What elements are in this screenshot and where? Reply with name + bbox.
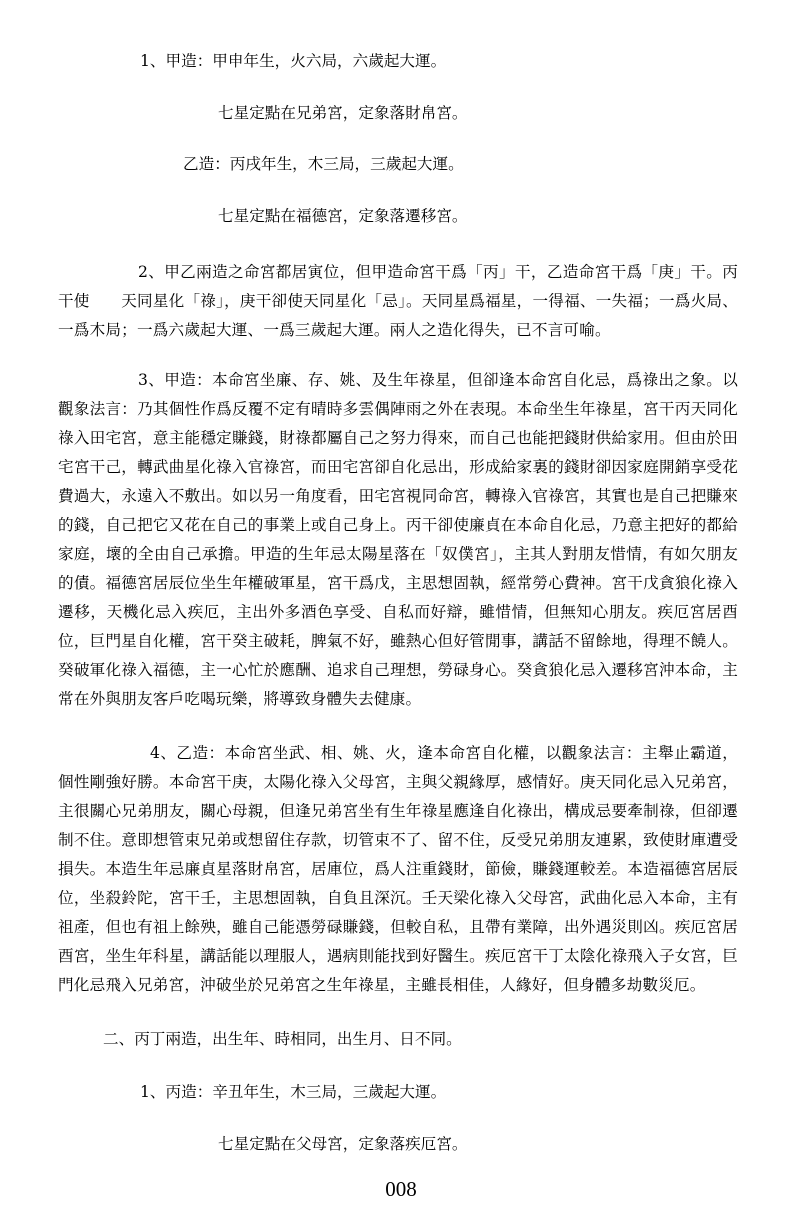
paragraph-4-text: 4、乙造：本命宮坐武、相、姚、火，逢本命宮自化權，以觀象法言：主舉止霸道，個性剛強好勝。本命宮干庚，太陽化祿入父母宮，主與父親緣厚，感情好。庚天同化忌入兄弟宮，主很關心兄弟朋友，關心母親，但逢兄弟宮坐有生年祿星應逢自化祿出，構成忌要牽制祿，但卻遷制不住。意即想管束兄弟或想留住存款，切管束不了、留不住，反受兄弟朋友連累，致使財庫遭受損失。本造生年忌廉貞星落財帛宮，居庫位，爲人注重錢財，節儉，賺錢運較差。本造福德宮居辰位，坐殺鈴陀，宮干壬，主思想固執，自負且深沉。壬天梁化祿入父母宮，武曲化忌入本命，主有祖產，但也有祖上餘殃，雖自己能憑勞碌賺錢，但較自私，且帶有業障，出外遇災則凶。疾厄宮居酉宮，坐生年科星，講話能以理服人，遇病則能找到好醫生。疾厄宮干丁太陰化祿飛入子女宮，巨門化忌飛入兄弟宮，沖破坐於兄弟宮之生年祿星，主雖長相佳，人緣好，但身體多劫數災厄。 [58,744,738,994]
section-two-heading: 二、丙丁兩造，出生年、時相同，出生月、日不同。 [103,1030,462,1048]
case-a-stars-line: 七星定點在兄弟宮，定象落財帛宮。 [218,104,468,122]
paragraph-2-text: 2、甲乙兩造之命宮都居寅位，但甲造命宮干爲「丙」干，乙造命宮干爲「庚」干。丙干使 天同星化「祿」，庚干卻使天同星化「忌」。天同星爲福星，一得福、一失福；一爲火局、一爲木局；一爲六歲起大運、一爲三歲起大運。兩人之造化得失，已不言可喻。 [58,263,738,339]
paragraph-4 [58,739,738,1029]
page-number: 008 [385,1177,417,1201]
paragraph-3 [58,366,738,714]
paragraph-2 [58,258,738,345]
case-b-stars-line: 七星定點在福德宮，定象落遷移宮。 [218,207,468,225]
paragraph-3-text: 3、甲造：本命宮坐廉、存、姚、及生年祿星，但卻逢本命宮自化忌，爲祿出之象。以觀象法言：乃其個性作爲反覆不定有晴時多雲偶陣雨之外在表現。本命坐生年祿星，宮干丙天同化祿入田宅宮，意主能穩定賺錢，財祿都屬自己之努力得來，而自己也能把錢財供給家用。但由於田宅宮干己，轉武曲星化祿入官祿宮，而田宅宮卻自化忌出，形成給家裏的錢財卻因家庭開銷享受花費過大，永遠入不敷出。如以另一角度看，田宅宮視同命宮，轉祿入官祿宮，其實也是自己把賺來的錢，自己把它又花在自己的事業上或自己身上。丙干卻使廉貞在本命自化忌，乃意主把好的都給家庭，壞的全由自己承擔。甲造的生年忌太陽星落在「奴僕宮」，主其人對朋友惜情，有如欠朋友的債。福德宮居辰位坐生年權破軍星，宮干爲戊，主思想固執，經常勞心費神。宮干戊貪狼化祿入遷移，天機化忌入疾厄，主出外多酒色享受、自私而好辯，雖惜情，但無知心朋友。疾厄宮居酉位，巨門星自化權，宮干癸主破耗，脾氣不好，雖熱心但好管閒事，講話不留餘地，得理不饒人。癸破軍化祿入福德，主一心忙於應酬、追求自己理想，勞碌身心。癸貪狼化忌入遷移宮沖本命，主常在外與朋友客戶吃喝玩樂，將導致身體失去健康。 [58,371,738,708]
case-a-birth-line: 1、甲造：甲申年生，火六局，六歲起大運。 [140,52,447,70]
case-c-birth-line: 1、丙造：辛丑年生，木三局，三歲起大運。 [140,1083,447,1101]
case-c-stars-line: 七星定點在父母宮，定象落疾厄宮。 [218,1135,468,1153]
case-b-birth-line: 乙造：丙戌年生，木三局，三歲起大運。 [183,155,464,173]
